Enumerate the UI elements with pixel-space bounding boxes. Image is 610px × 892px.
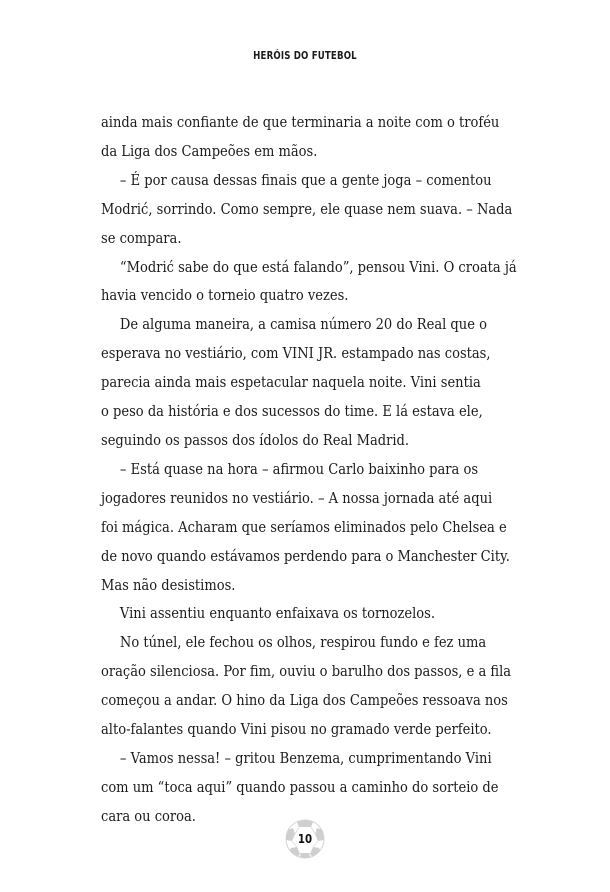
text-line: jogadores reunidos no vestiário. – A nossa jornada até aqui [101, 488, 493, 507]
text-line: seguindo os passos dos ídolos do Real Madrid. [101, 430, 410, 449]
text-line: – Está quase na hora – afirmou Carlo baixinho para os [119, 459, 479, 478]
text-line: De alguma maneira, a camisa número 20 do Real que o [119, 315, 487, 334]
text-line: esperava no vestiário, com VINI JR. estampado nas costas, [101, 344, 491, 363]
text-line: cara ou coroa. [101, 806, 196, 825]
text-line: – É por causa dessas finais que a gente joga – comentou [119, 170, 492, 189]
text-line: oração silenciosa. Por fim, ouviu o barulho dos passos, e a fila [101, 662, 512, 681]
text-line: – Vamos nessa! – gritou Benzema, cumprimentando Vini [119, 748, 492, 767]
text-line: se compara. [101, 228, 182, 247]
text-line: Vini assentiu enquanto enfaixava os tornozelos. [119, 604, 436, 623]
text-line: começou a andar. O hino da Liga dos Campeões ressoava nos [101, 691, 508, 710]
text-line: com um “toca aqui” quando passou a caminho do sorteio de [101, 777, 499, 796]
text-line: No túnel, ele fechou os olhos, respirou fundo e fez uma [119, 633, 487, 652]
text-line: parecia ainda mais espetacular naquela noite. Vini sentia [101, 373, 481, 392]
text-line: o peso da história e dos sucessos do time. E lá estava ele, [101, 402, 483, 421]
running-head-title: HERÓIS DO FUTEBOL [253, 50, 357, 62]
text-line: ainda mais confiante de que terminaria a noite com o troféu [101, 113, 500, 131]
page-number [284, 818, 326, 860]
text-line: da Liga dos Campeões em mãos. [101, 141, 318, 160]
text-line: alto-falantes quando Vini pisou no gramado verde perfeito. [101, 720, 492, 739]
text-line: “Modrić sabe do que está falando”, pensou Vini. O croata já [119, 257, 517, 276]
body-text [101, 108, 521, 831]
text-line: Modrić, sorrindo. Como sempre, ele quase nem suava. – Nada [101, 199, 513, 218]
page-number-text: 10 [297, 832, 313, 846]
text-line: de novo quando estávamos perdendo para o Manchester City. [101, 546, 510, 565]
text-line: havia vencido o torneio quatro vezes. [101, 286, 349, 305]
text-line: Mas não desistimos. [101, 575, 236, 594]
text-line: foi mágica. Acharam que seríamos eliminados pelo Chelsea e [101, 517, 507, 536]
